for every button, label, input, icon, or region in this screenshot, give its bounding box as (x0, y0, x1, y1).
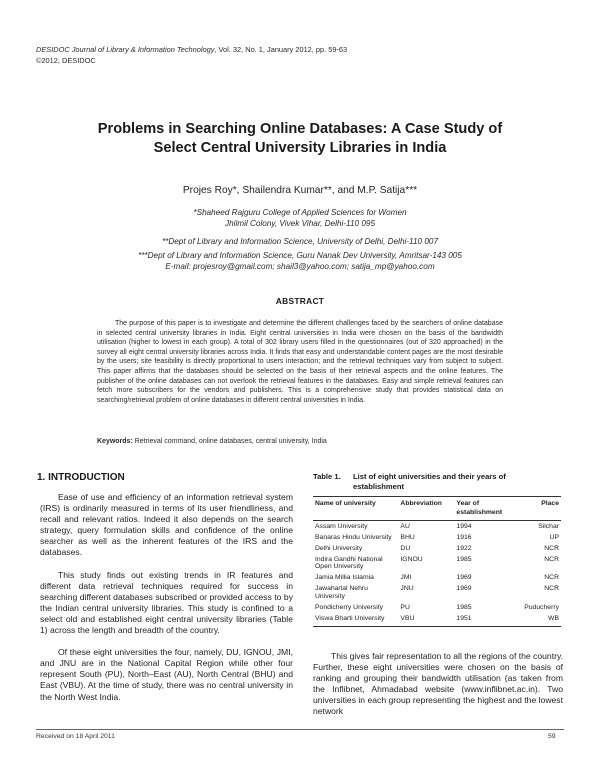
intro-paragraph: Of these eight universities the four, namely, DU, IGNOU, JMI, and JNU are in the National Capital Region while other four represent South (PU), North–East (AU), North Central (BHU) and East (VBU). At the time of study, there was no central university in the North West India. (40, 647, 293, 702)
table-cell: 1922 (456, 544, 472, 552)
table-caption-text: List of eight universities and their years of (353, 472, 506, 481)
table-cell: VBU (398, 613, 454, 626)
table-header-row (313, 497, 561, 521)
title-line-2: Select Central University Libraries in India (153, 140, 447, 156)
table-cell: Indira Gandhi National Open University (315, 555, 383, 571)
table-cell: 1969 (456, 585, 472, 593)
table-cell: Jamia Millia Islamia (315, 574, 374, 582)
keywords-text: Retrieval command, online databases, central university, India (132, 438, 327, 445)
table-cell: Puducherry (524, 604, 559, 612)
table-cell: WB (514, 613, 561, 626)
keywords-label: Keywords: (97, 438, 133, 445)
keywords (97, 438, 517, 445)
affiliation-3 (40, 251, 560, 272)
table-row (313, 543, 561, 554)
table-row (313, 521, 561, 532)
journal-citation: , Vol. 32, No. 1, January 2012, pp. 59-63 (214, 45, 348, 54)
table-header-cell: Abbreviation (398, 497, 454, 521)
table-cell: JNU (400, 585, 414, 593)
table-cell: 1994 (456, 522, 472, 530)
table-caption (313, 472, 563, 491)
table-cell: 1951 (454, 613, 514, 626)
table-row (313, 584, 561, 603)
email-line: E-mail: projesroy@gmail.com; shail3@yahoo.com; satija_mp@yahoo.com (165, 261, 435, 271)
journal-header (36, 44, 347, 66)
table-cell: Silchar (538, 522, 559, 530)
journal-name: DESIDOC Journal of Library & Information Technology (36, 45, 215, 54)
table-cell: AU (400, 522, 410, 530)
intro-paragraph: This study finds out existing trends in IR features and different data retrieval techniques required for success in searching different databases subscribed or provided access to by the Indian central university libraries. This study is confined to a select old and established eight central university libraries (Table 1) across the length and breadth of the country. (40, 569, 293, 636)
table-cell: Jawaharlal Nehru University (315, 585, 368, 601)
table-cell: 1969 (456, 574, 472, 582)
table-cell: BHU (400, 533, 415, 541)
abstract-heading: ABSTRACT (275, 296, 325, 306)
abstract-text: The purpose of this paper is to investigate and determine the different challenges faced by the searchers of online database in selected central university libraries in India. Eight central universities in India were chosen on the basis of the bandwidth utilisation (higher to lowest in each group). A total of 302 library users filled in the questionnaires (out of 320 approached) in the survey all eight central university libraries across India. It finds that easy and understandable content pages are the most desirable by the users; site feasibility is directly proportional to users interaction; and the retrieval techniques vary from subject to subject. This paper affirms that the databases should be selected on the basis of their retrieval aspects and the online features. The publisher of the online databases can not overlook the retrieval features in the databases. Easy and simple retrieval features can fetch more subscribers for the vendors and publishers. This is a comprehensive study that provides statistical data on searching/retrieval problem of online databases in different central universities in India. (97, 320, 503, 404)
affiliation-line: Jhilmil Colony, Vivek Vihar, Delhi-110 095 (224, 218, 376, 228)
table-cell: IGNOU (400, 555, 423, 563)
table-cell: Assam University (315, 522, 368, 530)
table-cell: Pondicherry University (315, 604, 383, 612)
affiliation-1 (40, 208, 560, 229)
table-row (313, 573, 561, 584)
table-cell: NCR (544, 544, 559, 552)
table-cell: JMI (400, 574, 412, 582)
table-row (313, 532, 561, 543)
table-header-cell: Name of university (313, 497, 398, 521)
intro-paragraph: Ease of use and efficiency of an information retrieval system (IRS) is ordinarily measured in terms of its user friendliness, and recall and relevant ratios. Indeed it also depends on the search strategy, query formulation skills and confidence of the online searcher as well as the inherent features of the IRS and the databases. (40, 492, 293, 558)
affiliation-line: ***Dept of Library and Information Science, Guru Nanak Dev University, Amritsar-143 005 (138, 251, 462, 260)
paper-title (40, 120, 560, 158)
right-column (313, 651, 563, 718)
table-cell: PU (400, 604, 410, 612)
left-column (40, 492, 293, 714)
affiliation-line: *Shaheed Rajguru College of Applied Sciences for Women (193, 208, 407, 217)
table-cell: UP (549, 533, 559, 541)
title-line-1: Problems in Searching Online Databases: A Case Study of (97, 121, 503, 137)
footer-rule (36, 729, 564, 730)
table-row (313, 613, 561, 626)
affiliation-line: **Dept of Library and Information Science, University of Delhi, Delhi-110 007 (161, 237, 439, 246)
affiliation-2 (40, 237, 560, 248)
universities-table (313, 496, 561, 627)
table-cell: Banaras Hindu University (315, 533, 392, 541)
table-row (313, 603, 561, 614)
copyright: ©2012, DESIDOC (36, 56, 96, 65)
table-cell: NCR (544, 555, 559, 563)
table-cell: Delhi University (315, 544, 363, 552)
table-header-cell: Place (514, 497, 561, 521)
table-cell: Viswa Bharti University (313, 613, 398, 626)
received-date: Received on 18 April 2011 (36, 733, 115, 740)
table-cell: 1985 (456, 604, 472, 612)
abstract-body (97, 319, 503, 405)
table-cell: 1916 (456, 533, 472, 541)
table-cell: NCR (544, 574, 559, 582)
table-row (313, 554, 561, 573)
table-caption-label: Table 1. (313, 472, 341, 481)
table-header-cell: Year of establishment (454, 497, 514, 521)
page-number: 59 (548, 733, 556, 740)
right-paragraph: This gives fair representation to all the regions of the country. Further, these eight universities were chosen on the basis of ranking and grouping their bandwidth utilisation (as taken from the Inflibnet, Ahmadabad website (www.inflibnet.ac.in). Two universities in each group representing the highest and the lowest network (313, 651, 563, 717)
authors: Projes Roy*, Shailendra Kumar**, and M.P. Satija*** (182, 185, 418, 196)
section-heading: 1. INTRODUCTION (37, 472, 125, 483)
table-cell: 1985 (456, 555, 472, 563)
table-caption-text-2: establishment (353, 481, 405, 491)
table-cell: NCR (544, 585, 559, 593)
table-cell: DU (400, 544, 411, 552)
